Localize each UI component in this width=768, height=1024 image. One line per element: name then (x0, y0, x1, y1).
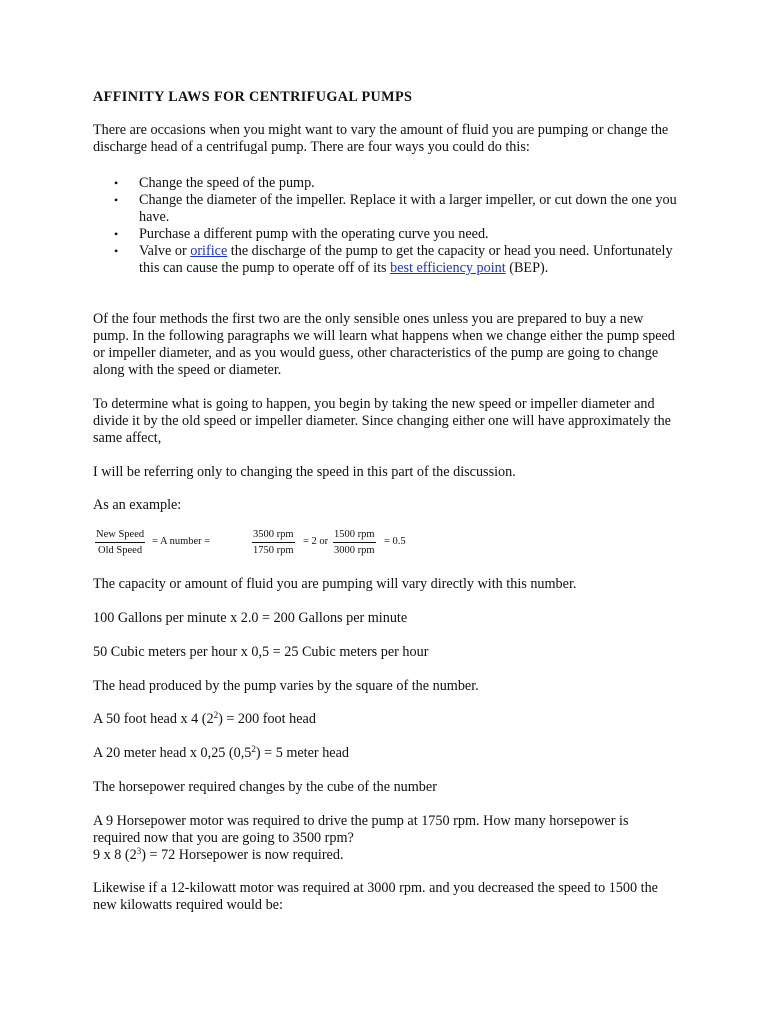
methods-paragraph: Of the four methods the first two are the only sensible ones unless you are prepared to buy a new pump. In the following paragraphs we will learn what happens when we change either the pump speed or impeller diameter, and as you would guess, other characteristics of the pump are going to change along with the speed or diameter. (93, 311, 675, 378)
speed-fraction: New Speed Old Speed (96, 529, 145, 556)
capacity-example-gpm: 100 Gallons per minute x 2.0 = 200 Gallons per minute (93, 610, 408, 626)
horsepower-answer: 9 x 8 $(2^3) = 72$ Horsepower is now required. (93, 846, 344, 863)
bullet-icon: • (114, 176, 119, 190)
head-example-foot: A 50 foot head x 4 $(2^2) = 200$ foot head (93, 710, 316, 727)
rpm-fraction-2: 1500 rpm 3000 rpm (334, 529, 375, 556)
head-example-meter: A 20 meter head x 0,25 $(0,5^2) = 5$ meter head (93, 744, 349, 761)
equals-two: = 2 or (303, 536, 329, 547)
determine-paragraph: To determine what is going to happen, you begin by taking the new speed or impeller diameter and divide it by the old speed or impeller diameter. Since changing either one will have approximately the same affect, (93, 396, 671, 446)
kilowatt-paragraph: Likewise if a 12-kilowatt motor was required at 3000 rpm. and you decreased the speed to 1500 the new kilowatts required would be: (93, 880, 658, 913)
equals-a-number: = A number = (152, 536, 211, 547)
head-rule: The head produced by the pump varies by the square of the number. (93, 678, 479, 694)
speed-ratio-formula (95, 527, 406, 557)
page-title: AFFINITY LAWS FOR CENTRIFUGAL PUMPS (93, 89, 413, 105)
bullet-icon: • (114, 244, 119, 258)
rpm-fraction-1: 3500 rpm 1750 rpm (253, 529, 294, 556)
intro-paragraph: There are occasions when you might want to vary the amount of fluid you are pumping or change the discharge head of a centrifugal pump. There are four ways you could do this: (93, 122, 669, 155)
horsepower-example: A 9 Horsepower motor was required to drive the pump at 1750 rpm. How many horsepower is required now that you are going to 3500 rpm? (93, 813, 629, 846)
orifice-link[interactable]: orifice (190, 243, 228, 259)
list-item: • Valve or orifice the discharge of the pump to get the capacity or head you need. Unfortunately this can cause the pump to operate off of its best efficiency point (BEP). (114, 243, 673, 276)
bullet-icon: • (114, 227, 119, 241)
equals-half: = 0.5 (384, 536, 406, 547)
capacity-example-cubic: 50 Cubic meters per hour x 0,5 = 25 Cubic meters per hour (93, 644, 429, 660)
best-efficiency-point-link[interactable]: best efficiency point (390, 260, 506, 276)
capacity-rule: The capacity or amount of fluid you are pumping will vary directly with this number. (93, 576, 577, 592)
horsepower-rule: The horsepower required changes by the cube of the number (93, 779, 437, 795)
bullet-icon: • (114, 193, 119, 207)
example-label: As an example: (93, 497, 182, 513)
list-item: • Purchase a different pump with the operating curve you need. (114, 226, 489, 242)
speed-note: I will be referring only to changing the speed in this part of the discussion. (93, 464, 516, 480)
methods-list (93, 175, 677, 277)
list-item: • Change the speed of the pump. (114, 175, 315, 191)
list-item: • Change the diameter of the impeller. Replace it with a larger impeller, or cut down the one you have. (114, 192, 677, 225)
